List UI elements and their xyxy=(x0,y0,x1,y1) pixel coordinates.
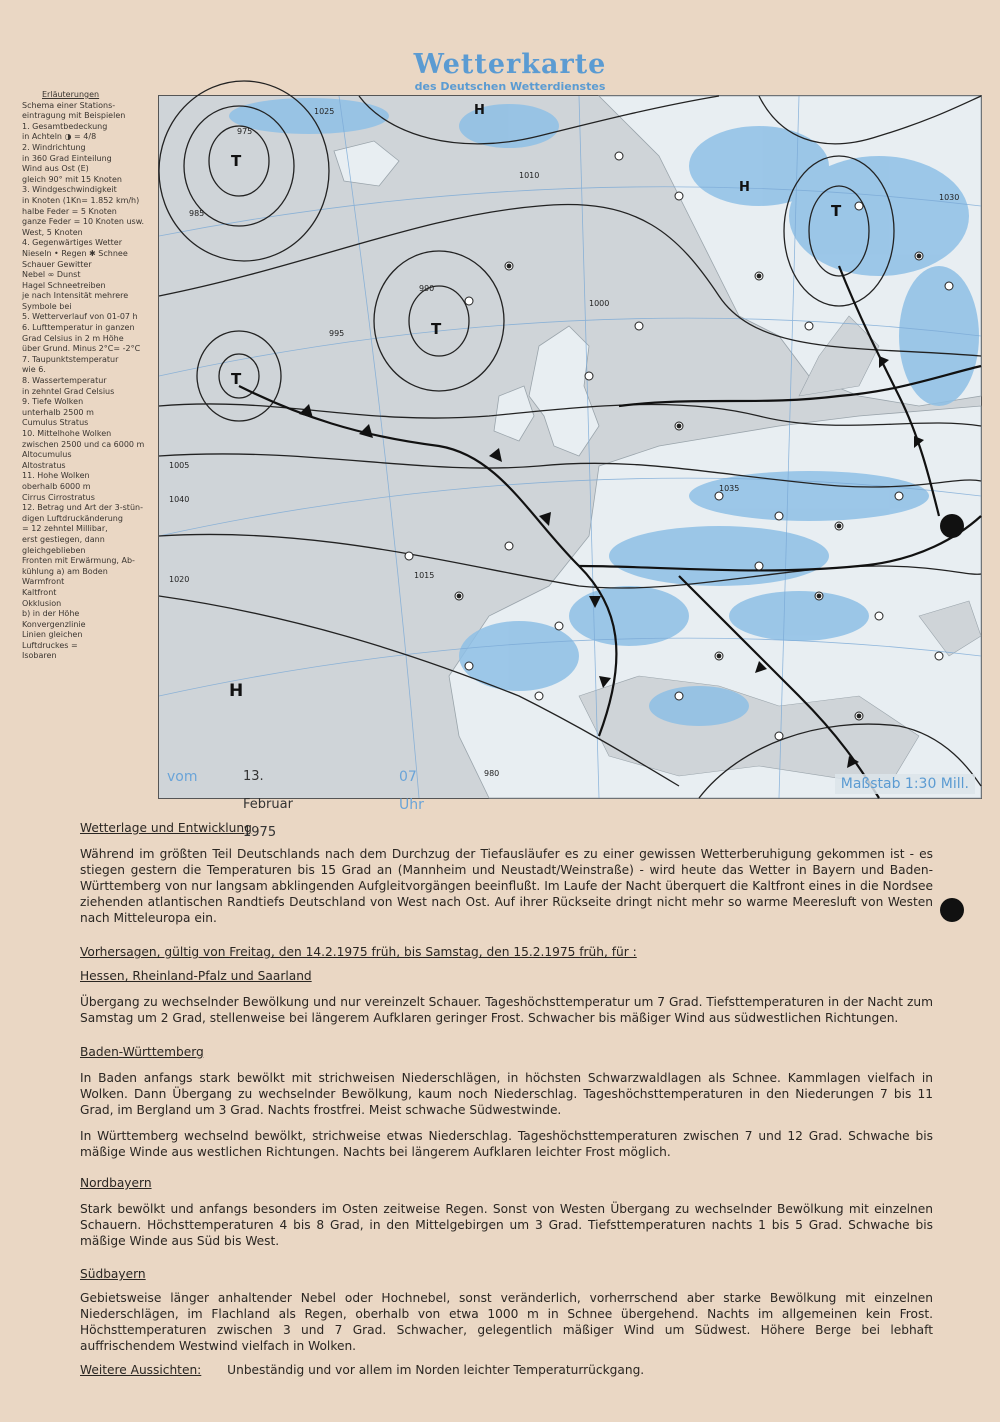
legend-line: Konvergenzlinie xyxy=(22,619,86,629)
legend-line: Symbole bei xyxy=(22,301,72,311)
legend-line: Altostratus xyxy=(22,460,66,470)
section-bawue xyxy=(80,1044,933,1160)
legend-line: 3. Windgeschwindigkeit xyxy=(22,185,117,195)
legend-line: 2. Windrichtung xyxy=(22,142,86,152)
bawue-heading: Baden-Württemberg xyxy=(80,1045,204,1059)
high-center-finland: H xyxy=(739,180,750,195)
map-time: 07 Uhr xyxy=(399,769,424,813)
punch-hole-lower xyxy=(940,898,964,922)
chart-title xyxy=(385,50,635,93)
legend-line: Grad Celsius in 2 m Höhe xyxy=(22,333,124,343)
map-scale: Maßstab 1:30 Mill. xyxy=(835,774,975,794)
legend-line: Luftdruckes = xyxy=(22,640,78,650)
bawue-text-2: In Württemberg wechselnd bewölkt, strichweise etwas Niederschlag. Tageshöchsttemperaturen zwischen 7 und 12 Grad. Schwache bis mäßige Winde aus westlichen Richtungen. Nachts bei längerem Aufklaren leichter Frost möglich. xyxy=(80,1129,933,1159)
legend-line: in zehntel Grad Celsius xyxy=(22,386,115,396)
high-center-arctic: H xyxy=(474,103,485,118)
map-date: 13. Februar 1975 xyxy=(243,769,293,840)
legend-line: Wind aus Ost (E) xyxy=(22,164,89,174)
vorhersage-heading: Vorhersagen, gültig von Freitag, den 14.2.1975 früh, bis Samstag, den 15.2.1975 früh, für : xyxy=(80,945,637,959)
legend-line: 5. Wetterverlauf von 01-07 h xyxy=(22,312,138,322)
legend-line: Isobaren xyxy=(22,651,57,661)
legend-line: Kaltfront xyxy=(22,587,57,597)
hessen-text: Übergang zu wechselnder Bewölkung und nur vereinzelt Schauer. Tageshöchsttemperatur um 7 Grad. Tiefsttemperaturen in der Nacht zum Samstag um 2 Grad, stellenweise bei längerem Aufklaren geringer Frost. Schwacher bis mäßiger Wind aus südwestlichen Richtungen. xyxy=(80,995,933,1025)
legend-line: gleich 90° mit 15 Knoten xyxy=(22,174,122,184)
legend-line: kühlung a) am Boden xyxy=(22,566,108,576)
high-center-azores: H xyxy=(229,681,244,701)
isobar-label: 1000 xyxy=(589,299,610,308)
date-prefix: vom xyxy=(167,769,198,785)
isobar-label: 1020 xyxy=(169,575,190,584)
legend-line: 6. Lufttemperatur in ganzen xyxy=(22,323,135,333)
legend-line: 9. Tiefe Wolken xyxy=(22,397,84,407)
legend-line: Schema einer Stations- xyxy=(22,100,116,110)
section-wetterlage xyxy=(80,820,933,926)
low-center-scandinavia: T xyxy=(831,202,842,220)
legend-line: zwischen 2500 und ca 6000 m xyxy=(22,439,145,449)
legend-line: wie 6. xyxy=(22,365,46,375)
legend-line: digen Luftdruckänderung xyxy=(22,513,123,523)
legend-line: in Achteln ◑ = 4/8 xyxy=(22,132,97,142)
nordbayern-text: Stark bewölkt und anfangs besonders im Osten zeitweise Regen. Sonst von Westen Übergang zu wechselnder Bewölkung mit einzelnen Schauern. Höchsttemperaturen 4 bis 8 Grad, in den Mittelgebirgen um 3 Grad. Tiefsttemperaturen nachts 1 bis 5 Grad. Schwache bis mäßige Winde aus Süd bis West. xyxy=(80,1202,933,1248)
legend-line: 7. Taupunktstemperatur xyxy=(22,354,119,364)
wetterlage-heading: Wetterlage und Entwicklung xyxy=(80,821,252,835)
legend-line: 12. Betrag und Art der 3-stün- xyxy=(22,503,143,513)
legend-line: in 360 Grad Einteilung xyxy=(22,153,112,163)
aussichten-heading: Weitere Aussichten: xyxy=(80,1363,202,1377)
legend-line: ganze Feder = 10 Knoten usw. xyxy=(22,217,145,227)
legend-line: 8. Wassertemperatur xyxy=(22,376,107,386)
isobar-label: 1010 xyxy=(519,171,540,180)
title-main: Wetterkarte xyxy=(413,49,607,80)
legend-line: Warmfront xyxy=(22,577,65,587)
isobar-label: 985 xyxy=(189,209,205,218)
legend-line: Altocumulus xyxy=(22,450,72,460)
legend-line: erst gestiegen, dann xyxy=(22,534,105,544)
legend-line: Nebel ∞ Dunst xyxy=(22,270,81,280)
wetterlage-text: Während im größten Teil Deutschlands nach dem Durchzug der Tiefausläufer es zu einer gewissen Wetterberuhigung gekommen ist - es stiegen gestern die Temperaturen bis 15 Grad an (Mannheim und Neustadt/Weinstraße) - wird heute das Wetter in Bayern und Baden-Württemberg von nur langsam abklingenden Aufgleitvorgängen beeinflußt. Im Laufe der Nacht überquert die Kaltfront eines in die Nordsee ziehenden atlantischen Randtiefs Deutschland von West nach Ost. Auf ihrer Rückseite dringt nicht mehr so warme Meeresluft von Westen nach Mitteleuropa ein. xyxy=(80,847,933,925)
legend-line: = 12 zehntel Millibar, xyxy=(22,524,108,534)
hessen-heading: Hessen, Rheinland-Pfalz und Saarland xyxy=(80,969,312,983)
section-nordbayern xyxy=(80,1175,933,1249)
land-iceland xyxy=(334,141,399,186)
legend-line: Okklusion xyxy=(22,598,62,608)
isobar-label: 980 xyxy=(484,769,500,778)
isobar-label: 1015 xyxy=(414,571,435,580)
title-sub: des Deutschen Wetterdienstes xyxy=(414,80,606,93)
legend-line: West, 5 Knoten xyxy=(22,227,83,237)
legend-line: halbe Feder = 5 Knoten xyxy=(22,206,117,216)
nordbayern-heading: Nordbayern xyxy=(80,1176,152,1190)
legend-line: b) in der Höhe xyxy=(22,609,80,619)
legend-lines xyxy=(22,101,157,662)
aussichten-text: Unbeständig und vor allem im Norden leichter Temperaturrückgang. xyxy=(227,1363,645,1377)
punch-hole-upper xyxy=(940,514,964,538)
legend-line: Fronten mit Erwärmung, Ab- xyxy=(22,556,135,566)
isobar-label: 1030 xyxy=(939,193,960,202)
low-center-atlantic: T xyxy=(231,370,242,388)
legend-line: 11. Hohe Wolken xyxy=(22,471,90,481)
isobar-label: 990 xyxy=(419,284,435,293)
bawue-text-1: In Baden anfangs stark bewölkt mit strichweisen Niederschlägen, in höchsten Schwarzwaldlagen als Schnee. Kammlagen vielfach in Wolken. Dann Übergang zu wechselnder Bewölkung, kaum noch Niederschlag. Tageshöchsttemperaturen in den Niederungen 7 bis 11 Grad, im Bergland um 3 Grad. Nachts frostfrei. Meist schwache Südwestwinde. xyxy=(80,1071,933,1117)
legend-line: je nach Intensität mehrere xyxy=(22,291,129,301)
legend-line: Hagel Schneetreiben xyxy=(22,280,106,290)
legend-line: Cumulus Stratus xyxy=(22,418,89,428)
section-vorhersage xyxy=(80,944,933,1026)
legend-line: 10. Mittelhohe Wolken xyxy=(22,429,112,438)
section-suedbayern xyxy=(80,1266,933,1354)
legend-line: Schauer Gewitter xyxy=(22,259,92,269)
legend-line: unterhalb 2500 m xyxy=(22,407,94,417)
isobar-label: 975 xyxy=(237,127,253,136)
legend-line: Cirrus Cirrostratus xyxy=(22,492,95,502)
legend-line: Nieseln • Regen ✱ Schnee xyxy=(22,248,128,258)
section-aussichten xyxy=(80,1362,933,1378)
legend-line: gleichgeblieben xyxy=(22,545,86,555)
isobar-label: 1040 xyxy=(169,495,190,504)
low-center-iceland: T xyxy=(231,152,242,170)
isobar-label: 1025 xyxy=(314,107,335,116)
legend-title: Erläuterungen xyxy=(42,90,100,99)
legend-line: 4. Gegenwärtiges Wetter xyxy=(22,238,123,248)
legend-line: in Knoten (1Kn= 1.852 km/h) xyxy=(22,195,140,205)
suedbayern-text: Gebietsweise länger anhaltender Nebel oder Hochnebel, sonst veränderlich, vorherrschend aber starke Bewölkung mit einzelnen Niederschlägen, im Flachland als Regen, oberhalb von etwa 1000 m in Schnee übergehend. Nachts im allgemeinen kein Frost. Höchsttemperaturen zwischen 3 und 7 Grad. Schwacher, gelegentlich mäßiger Wind um Südwest. Höhere Berge bei lebhaft auffrischendem Westwind vielfach in Wolken. xyxy=(80,1291,933,1353)
legend-line: eintragung mit Beispielen xyxy=(22,111,126,121)
legend xyxy=(22,90,157,662)
legend-line: über Grund. Minus 2°C= -2°C xyxy=(22,344,141,354)
legend-line: Linien gleichen xyxy=(22,630,83,640)
map-graphic xyxy=(159,96,981,798)
legend-line: 1. Gesamtbedeckung xyxy=(22,121,108,131)
legend-line: oberhalb 6000 m xyxy=(22,481,91,491)
isobar-label: 1005 xyxy=(169,461,190,470)
suedbayern-heading: Südbayern xyxy=(80,1267,146,1281)
isobar-label: 995 xyxy=(329,329,345,338)
low-center-north-sea: T xyxy=(431,320,442,338)
isobar-label: 1035 xyxy=(719,484,740,493)
